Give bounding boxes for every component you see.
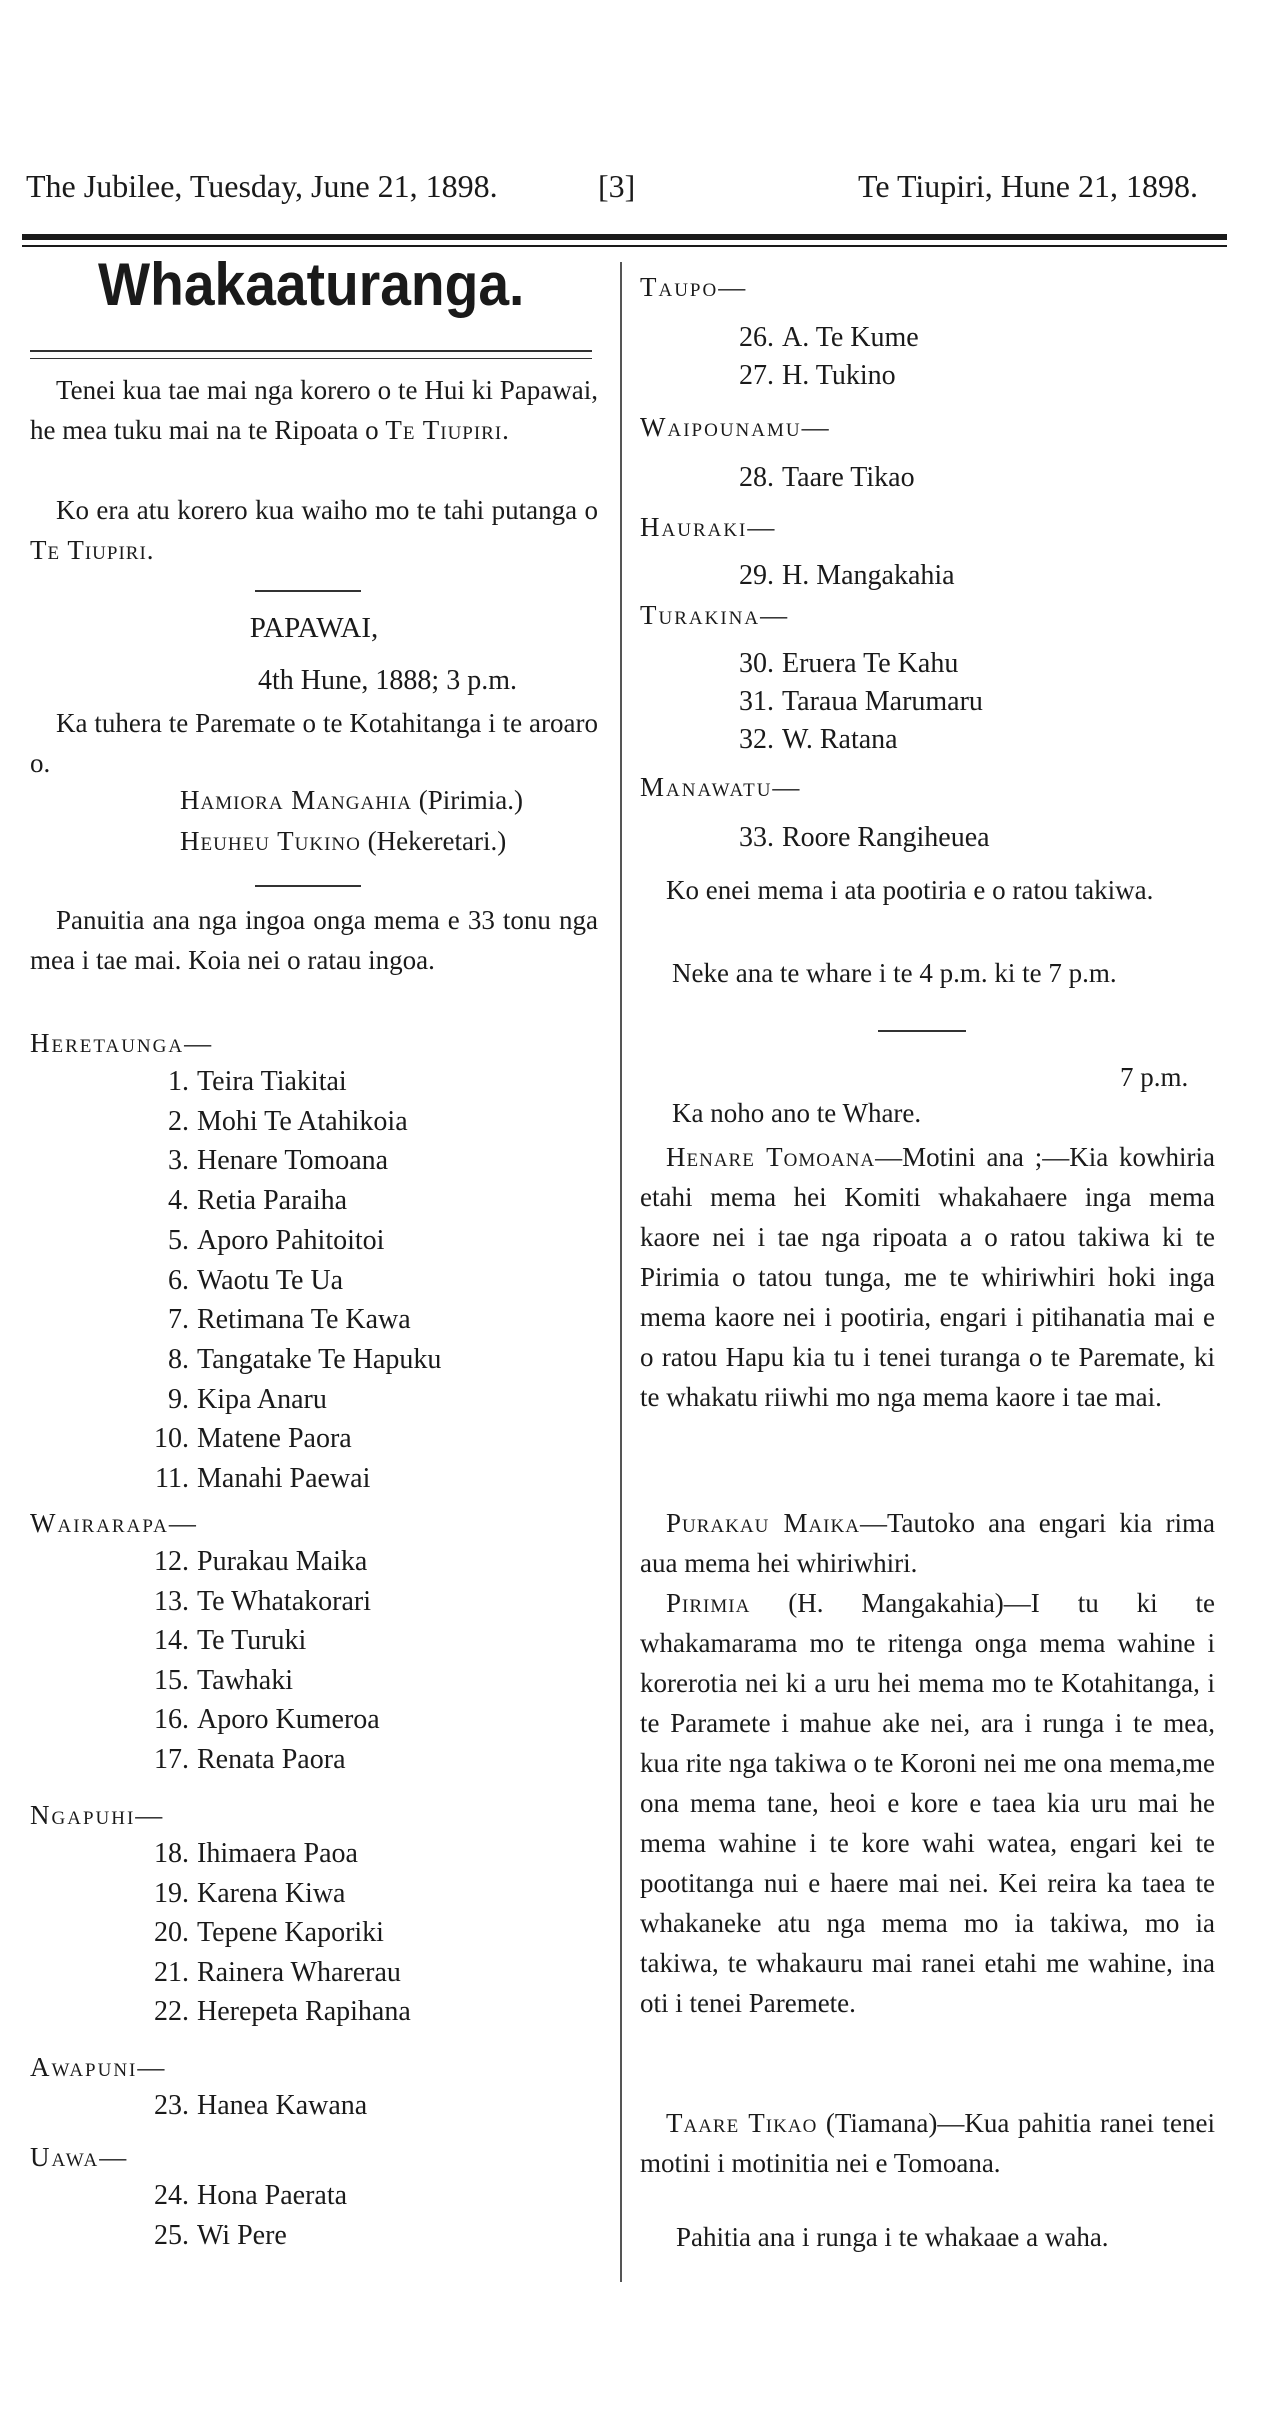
intro-paper-name-2: Te Tiupiri. <box>30 535 155 565</box>
member-row <box>145 1838 358 1870</box>
resume-line: Ka noho ano te Whare. <box>672 1098 922 1128</box>
member-name: W. Ratana <box>782 724 898 755</box>
speech-2 <box>640 1503 1215 1583</box>
group-heading: Uawa— <box>30 2142 129 2172</box>
member-number: 2. <box>168 1105 189 1137</box>
section-rule-3 <box>878 1030 966 1032</box>
member-row <box>145 2220 287 2252</box>
member-number: 20. <box>154 1917 189 1949</box>
speech-4 <box>640 2103 1215 2183</box>
speech-1 <box>640 1137 1215 1417</box>
meeting-date: 4th Hune, 1888; 3 p.m. <box>258 665 517 696</box>
meeting-opening <box>30 703 598 783</box>
member-name: Henare Tomoana <box>197 1145 389 1177</box>
intro-paragraph-1 <box>30 370 598 450</box>
member-row <box>145 1265 343 1297</box>
speech-text: (H. Mangakahia)—I tu ki te whakamarama mo te ritenga onga mema wahine i korerotia nei ki a uru hei mema mo te Kotahitanga, i te Paramete i mahue ake nei, ara i runga i te mea, kua rite nga takiwa o te Koroni nei me ona mema,me ona mema tane, heoi e kore e taea kia uru mai he mema wahine i te kore wahi watea, engari kei te pootitanga nui e haere mai nei. Kei reira ka taea te whakaneke atu nga mema mo ia takiwa, mo ia takiwa, te whakauru mai ranei etahi me wahine, ina oti i tenei Paremete. <box>640 1588 1216 2018</box>
header-left: The Jubilee, Tuesday, June 21, 1898. <box>26 168 498 204</box>
page-number: [3] <box>598 168 636 204</box>
member-name: Hona Paerata <box>197 2180 348 2211</box>
member-name: Taraua Marumaru <box>782 686 983 717</box>
section-rule-2 <box>255 885 361 887</box>
group-heading: Manawatu— <box>640 772 802 802</box>
member-name: Aporo Kumeroa <box>197 1704 380 1736</box>
chair-line <box>180 785 523 816</box>
chair-role: (Pirimia.) <box>418 785 523 815</box>
title-rule <box>30 350 592 352</box>
session-time: 7 p.m. <box>1120 1062 1189 1092</box>
member-row <box>145 1185 347 1217</box>
member-row <box>730 822 990 854</box>
intro-text-2: Ko era atu korero kua waiho mo te tahi putanga o <box>56 495 598 525</box>
member-number: 33. <box>739 822 774 853</box>
group-heading: Heretaunga— <box>30 1028 214 1058</box>
member-number: 18. <box>154 1838 189 1869</box>
member-name: Retimana Te Kawa <box>197 1304 411 1336</box>
speech-3 <box>640 1583 1215 2023</box>
member-row <box>730 648 958 680</box>
member-number: 17. <box>154 1744 189 1775</box>
notice-text: Panuitia ana nga ingoa onga mema e 33 tonu nga mea i tae mai. Koia nei o ratau ingoa. <box>30 905 598 975</box>
member-name: Kipa Anaru <box>197 1383 327 1415</box>
member-row <box>145 2090 367 2122</box>
speech-text: —Tautoko ana engari kia rima aua mema hei whiriwhiri. <box>640 1508 1215 1578</box>
opening-text: Ka tuhera te Paremate o te Kotahitanga i te aroaro o. <box>30 708 598 778</box>
member-name: Matene Paora <box>197 1423 352 1455</box>
member-row <box>730 560 955 592</box>
group-heading: Waipounamu— <box>640 412 831 442</box>
member-row <box>730 724 898 756</box>
member-row <box>145 1384 327 1416</box>
secretary-line <box>180 826 506 857</box>
member-row <box>145 1225 384 1257</box>
member-name: Karena Kiwa <box>197 1877 346 1909</box>
member-number: 10. <box>154 1423 189 1455</box>
member-name: Te Whatakorari <box>197 1585 371 1617</box>
group-heading: Wairarapa— <box>30 1508 198 1538</box>
member-number: 6. <box>168 1264 189 1296</box>
closing-line: Pahitia ana i runga i te whakaae a waha. <box>676 2222 1109 2252</box>
member-number: 12. <box>154 1546 189 1577</box>
member-row <box>145 1586 371 1618</box>
member-name: Te Turuki <box>197 1625 307 1657</box>
member-number: 4. <box>168 1185 189 1217</box>
member-row <box>145 1066 347 1098</box>
member-name: Mohi Te Atahikoia <box>197 1105 408 1137</box>
member-name: Retia Paraiha <box>197 1185 348 1217</box>
member-row <box>145 1957 401 1989</box>
member-number: 31. <box>739 686 774 717</box>
member-name: Rainera Wharerau <box>197 1956 401 1988</box>
speaker-name: Purakau Maika <box>666 1508 860 1538</box>
member-number: 30. <box>739 648 774 679</box>
elected-paragraph <box>640 870 1215 910</box>
speaker-name: Henare Tomoana <box>666 1142 876 1172</box>
member-name: Tawhaki <box>197 1664 294 1696</box>
member-number: 19. <box>154 1877 189 1909</box>
member-number: 24. <box>154 2180 189 2211</box>
group-heading: Taupo— <box>640 272 748 302</box>
member-name: Roore Rangiheuea <box>782 822 990 853</box>
group-heading: Awapuni— <box>30 2052 167 2082</box>
member-number: 15. <box>154 1664 189 1696</box>
secretary-role: (Hekeretari.) <box>367 826 507 856</box>
member-row <box>730 462 915 494</box>
group-heading: Turakina— <box>640 600 790 630</box>
section-rule <box>255 590 361 592</box>
member-row <box>145 1878 345 1910</box>
member-row <box>145 1625 306 1657</box>
member-name: Wi Pere <box>197 2220 287 2251</box>
speaker-name: Taare Tikao <box>666 2108 818 2138</box>
member-number: 16. <box>154 1704 189 1736</box>
member-row <box>145 1145 388 1177</box>
member-number: 23. <box>154 2090 189 2121</box>
member-name: Waotu Te Ua <box>197 1264 344 1296</box>
member-name: Ihimaera Paoa <box>197 1838 358 1869</box>
member-row <box>145 1304 411 1336</box>
intro-paragraph-2 <box>30 490 598 570</box>
member-row <box>145 1546 367 1578</box>
member-row <box>145 1106 408 1138</box>
member-row <box>145 1344 441 1376</box>
member-number: 22. <box>154 1996 189 2028</box>
speaker-name: Pirimia <box>666 1588 751 1618</box>
member-row <box>730 360 896 392</box>
member-row <box>145 1463 370 1495</box>
member-row <box>145 2180 347 2212</box>
member-row <box>730 322 919 354</box>
page-title: Whakaaturanga. <box>98 251 525 318</box>
member-number: 27. <box>739 360 774 391</box>
member-number: 3. <box>168 1145 189 1177</box>
member-name: Herepeta Rapihana <box>197 1996 411 2028</box>
adjourn-line: Neke ana te whare i te 4 p.m. ki te 7 p.m. <box>672 958 1117 988</box>
member-name: Aporo Pahitoitoi <box>197 1224 385 1256</box>
header-rule <box>22 234 1227 240</box>
secretary-name: Heuheu Tukino <box>180 826 361 856</box>
member-row <box>145 1744 346 1776</box>
member-name: Purakau Maika <box>197 1546 368 1577</box>
member-number: 13. <box>154 1585 189 1617</box>
member-row <box>145 1917 384 1949</box>
elected-text: Ko enei mema i ata pootiria e o ratou takiwa. <box>666 875 1154 905</box>
member-name: Tangatake Te Hapuku <box>197 1343 442 1375</box>
notice-paragraph <box>30 900 598 980</box>
member-name: Tepene Kaporiki <box>197 1917 384 1949</box>
member-row <box>145 1423 352 1455</box>
speech-text: (Tiamana)—Kua pahitia ranei tenei motini i motinitia nei e Tomoana. <box>640 2108 1216 2178</box>
meeting-place: PAPAWAI, <box>249 612 379 644</box>
member-number: 7. <box>168 1304 189 1336</box>
header-rule-thin <box>22 245 1227 247</box>
member-row <box>730 686 983 718</box>
title-rule-thin <box>30 358 592 359</box>
member-name: H. Tukino <box>782 360 896 391</box>
member-name: H. Mangakahia <box>782 560 955 591</box>
member-row <box>145 1704 380 1736</box>
member-number: 25. <box>154 2220 189 2251</box>
group-heading: Ngapuhi— <box>30 1800 165 1830</box>
member-row <box>145 1665 293 1697</box>
member-name: Eruera Te Kahu <box>782 648 959 679</box>
member-number: 9. <box>168 1383 189 1415</box>
member-number: 21. <box>154 1956 189 1988</box>
group-heading: Hauraki— <box>640 512 777 542</box>
member-name: Taare Tikao <box>782 462 915 493</box>
member-name: Teira Tiakitai <box>197 1066 347 1097</box>
member-number: 28. <box>739 462 774 493</box>
member-number: 5. <box>168 1224 189 1256</box>
member-number: 32. <box>739 724 774 755</box>
member-number: 1. <box>168 1066 189 1097</box>
column-divider <box>620 262 622 2282</box>
member-number: 14. <box>154 1625 189 1657</box>
member-number: 26. <box>739 322 774 353</box>
member-number: 11. <box>155 1463 189 1494</box>
intro-paper-name: Te Tiupiri. <box>385 415 510 445</box>
member-name: Renata Paora <box>197 1744 346 1775</box>
member-name: A. Te Kume <box>782 322 919 353</box>
member-number: 29. <box>739 560 774 591</box>
member-name: Hanea Kawana <box>197 2090 368 2121</box>
header-right: Te Tiupiri, Hune 21, 1898. <box>858 168 1198 204</box>
member-row <box>145 1996 411 2028</box>
intro-text: Tenei kua tae mai nga korero o te Hui ki Papawai, he mea tuku mai na te Ripoata o <box>30 375 598 445</box>
chair-name: Hamiora Mangahia <box>180 785 412 815</box>
member-number: 8. <box>168 1343 189 1375</box>
speech-text: —Motini ana ;—Kia kowhiria etahi mema hei Komiti whakahaere inga mema kaore nei i tae nga ripoata a o ratou takiwa ki te Pirimia o tatou tunga, me te whiriwhiri hoki inga mema kaore nei i pootiria, engari i pitihanatia mai e o ratou Hapu kia tu i tenei turanga o te Paremate, ki te whakatu riiwhi mo nga mema kaore i tae mai. <box>640 1142 1215 1412</box>
member-name: Manahi Paewai <box>197 1463 371 1494</box>
